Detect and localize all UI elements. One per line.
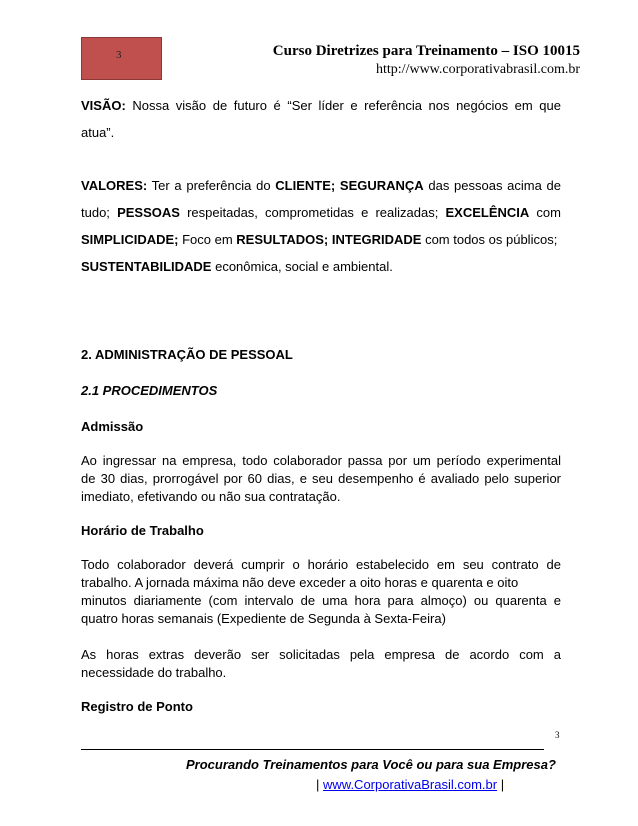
footer-tagline: Procurando Treinamentos para Você ou para sua Empresa? <box>186 757 556 772</box>
valores-line <box>81 172 561 199</box>
text-run: econômica, social e ambiental. <box>211 259 393 274</box>
text-run: respeitadas, comprometidas e realizadas; <box>179 205 446 220</box>
text-run: Ter a preferência do <box>147 178 276 193</box>
valores-line <box>81 253 561 280</box>
text-run: Foco em <box>178 232 237 247</box>
admissao-paragraph <box>81 452 561 506</box>
horas-extras-paragraph <box>81 646 561 682</box>
text-run: das pessoas acima de <box>423 178 561 193</box>
page-number-badge <box>81 37 162 80</box>
valores-line <box>81 226 561 253</box>
valores-paragraph <box>81 172 561 280</box>
keyword: CLIENTE; <box>275 178 336 193</box>
admissao-heading: Admissão <box>81 419 144 434</box>
keyword: RESULTADOS; <box>236 232 329 247</box>
horario-paragraph <box>81 556 561 628</box>
visao-line <box>81 92 561 119</box>
course-title: Curso Diretrizes para Treinamento – ISO 10015 <box>272 43 580 59</box>
section-subtitle: 2.1 PROCEDIMENTOS <box>81 383 218 398</box>
paragraph-line: Todo colaborador deverá cumprir o horário estabelecido em seu contrato de <box>81 557 561 572</box>
section-title: 2. ADMINISTRAÇÃO DE PESSOAL <box>81 347 293 362</box>
visao-paragraph <box>81 92 561 146</box>
text-run: tudo; <box>81 205 118 220</box>
paragraph-line: imediato, efetivando ou não sua contratação. <box>81 489 341 504</box>
document-body <box>81 92 561 716</box>
paragraph-line: trabalho. A jornada máxima não deve exceder a oito horas e quarenta e oito <box>81 575 519 590</box>
valores-label: VALORES: <box>81 178 148 193</box>
footer-pipe: | <box>497 777 505 792</box>
text-run: com <box>529 205 561 220</box>
paragraph-line: As horas extras deverão ser solicitadas pela empresa de acordo com a <box>81 647 561 662</box>
keyword: SIMPLICIDADE; <box>81 232 179 247</box>
keyword: SUSTENTABILIDADE <box>81 259 212 274</box>
header-url: http://www.corporativabrasil.com.br <box>376 62 580 77</box>
visao-text: Nossa visão de futuro é “Ser líder e referência nos negócios em que <box>125 98 561 113</box>
registro-heading: Registro de Ponto <box>81 699 193 714</box>
footer-pipe: | <box>316 777 323 792</box>
visao-line: atua”. <box>81 125 115 140</box>
page-number-badge-label: 3 <box>116 49 122 61</box>
footer-divider <box>81 749 544 750</box>
website-link[interactable]: www.CorporativaBrasil.com.br <box>323 777 498 792</box>
footer-link-line <box>316 777 504 792</box>
text-run: com todos os públicos; <box>421 232 558 247</box>
horario-heading: Horário de Trabalho <box>81 523 204 538</box>
footer-page-number: 3 <box>555 730 560 740</box>
paragraph-line: quatro horas semanais (Expediente de Segunda à Sexta-Feira) <box>81 611 446 626</box>
keyword: INTEGRIDADE <box>331 232 422 247</box>
keyword: SEGURANÇA <box>339 178 424 193</box>
paragraph-line: minutos diariamente (com intervalo de uma hora para almoço) ou quarenta e <box>81 593 561 608</box>
valores-line <box>81 199 561 226</box>
keyword: PESSOAS <box>117 205 180 220</box>
paragraph-line: necessidade do trabalho. <box>81 665 227 680</box>
visao-label: VISÃO: <box>81 98 126 113</box>
paragraph-line: de 30 dias, prorrogável por 60 dias, e seu desempenho é avaliado pelo superior <box>81 471 561 486</box>
paragraph-line: Ao ingressar na empresa, todo colaborador passa por um período experimental <box>81 453 561 468</box>
keyword: EXCELÊNCIA <box>445 205 530 220</box>
